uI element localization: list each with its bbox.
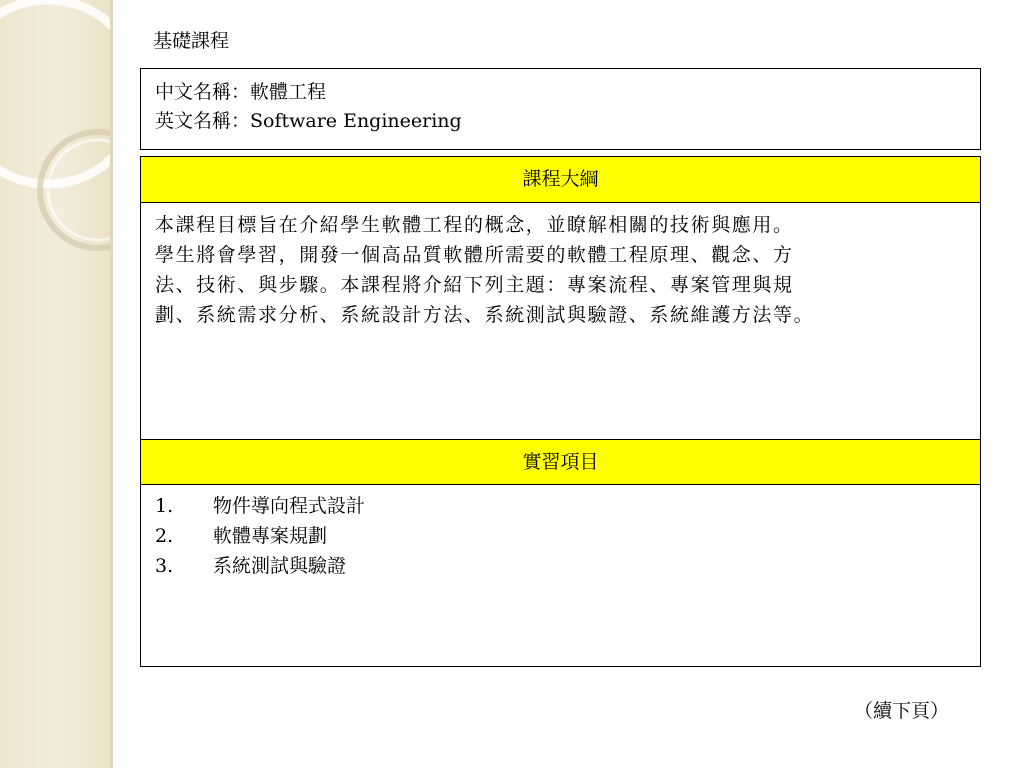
syllabus-line: 本課程目標旨在介紹學生軟體工程的概念，並瞭解相關的技術與應用。 (155, 214, 794, 236)
decorative-ring-inner (48, 140, 113, 240)
list-item (155, 521, 966, 551)
syllabus-line: 學生將會學習，開發一個高品質軟體所需要的軟體工程原理、觀念、方 (155, 244, 794, 266)
lab-list (141, 485, 980, 581)
course-detail-box (140, 156, 981, 667)
syllabus-body (141, 203, 980, 439)
chinese-course-name: 中文名稱：軟體工程 (155, 81, 327, 103)
list-item-number: 2. (155, 525, 174, 547)
decorative-rings (0, 0, 113, 768)
english-course-name: 英文名稱：Software Engineering (155, 110, 462, 132)
list-item-text: 軟體專案規劃 (213, 525, 328, 547)
list-item-text: 物件導向程式設計 (213, 495, 366, 517)
list-item-text: 系統測試與驗證 (213, 555, 347, 577)
decorative-ring-large (0, 0, 113, 184)
list-item (155, 551, 966, 581)
decorative-side-band (0, 0, 113, 768)
continued-note: （續下頁） (854, 700, 950, 722)
lab-header: 實習項目 (141, 439, 980, 485)
syllabus-line: 法、技術、與步驟。本課程將介紹下列主題：專案流程、專案管理與規 (155, 274, 794, 296)
page-title: 基礎課程 (153, 30, 230, 52)
syllabus-header: 課程大綱 (141, 157, 980, 203)
list-item-number: 1. (155, 495, 174, 517)
list-item (155, 491, 966, 521)
list-item-number: 3. (155, 555, 174, 577)
syllabus-line: 劃、系統需求分析、系統設計方法、系統測試與驗證、系統維護方法等。 (155, 304, 815, 326)
course-table (140, 68, 981, 667)
course-name-box (140, 68, 981, 150)
decorative-ring-small (40, 132, 113, 248)
